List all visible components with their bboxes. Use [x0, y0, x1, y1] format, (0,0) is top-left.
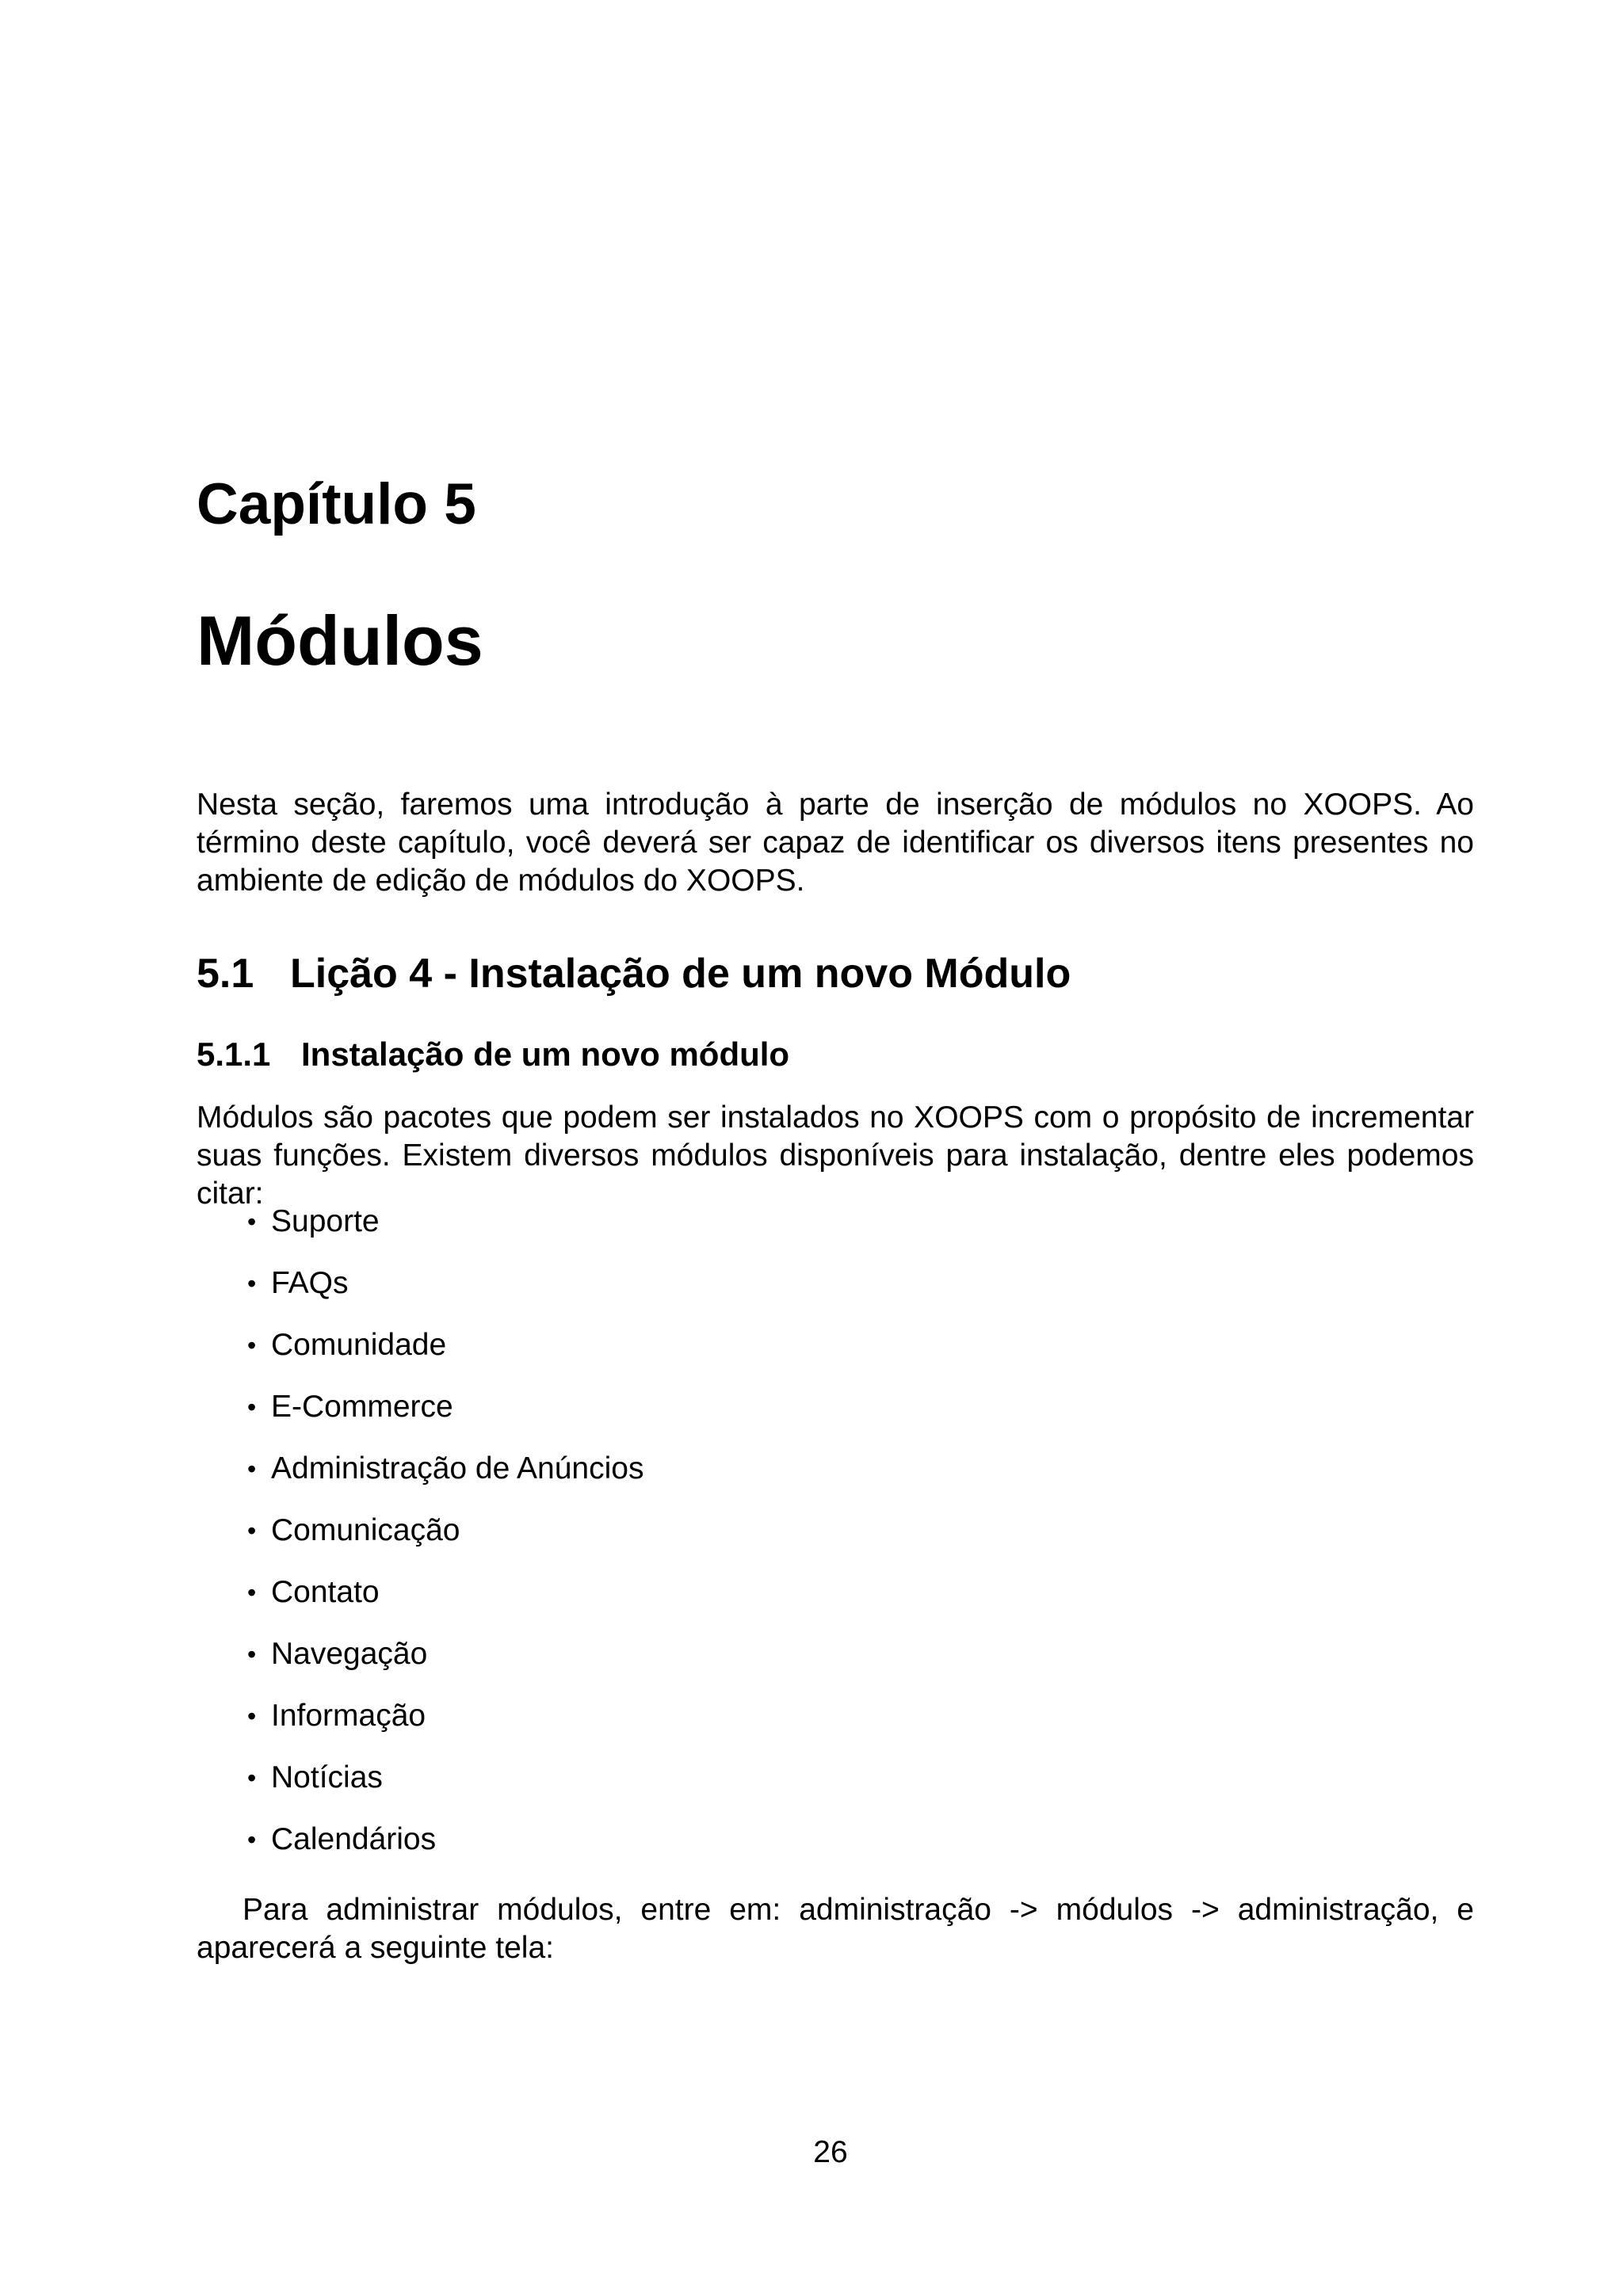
list-item — [197, 1573, 643, 1635]
bullet-icon: • — [247, 1331, 257, 1360]
chapter-title: Módulos — [197, 601, 483, 680]
list-item-label: Calendários — [271, 1822, 437, 1856]
page-number: 26 — [813, 2135, 848, 2169]
modules-list — [197, 1203, 643, 1882]
bullet-icon: • — [247, 1764, 257, 1792]
bullet-icon: • — [247, 1516, 257, 1545]
modules-description-paragraph: Módulos são pacotes que podem ser instalados no XOOPS com o propósito de incrementar suas funções. Existem diversos módulos disponíveis para instalação, dentre eles podemos citar: — [197, 1100, 1474, 1211]
bullet-icon: • — [247, 1640, 257, 1669]
list-item-label: Comunicação — [271, 1513, 460, 1547]
subsection-number: 5.1.1 — [197, 1035, 271, 1073]
bullet-icon: • — [247, 1269, 257, 1298]
list-item — [197, 1635, 643, 1697]
list-item — [197, 1264, 643, 1326]
chapter-label: Capítulo 5 — [197, 472, 476, 536]
list-item — [197, 1759, 643, 1821]
list-item-label: Notícias — [271, 1760, 383, 1794]
list-item-label: Administração de Anúncios — [271, 1451, 644, 1486]
list-item — [197, 1388, 643, 1450]
list-item-label: Suporte — [271, 1204, 380, 1238]
list-item-label: Comunidade — [271, 1328, 447, 1362]
list-item — [197, 1326, 643, 1388]
bullet-icon: • — [247, 1207, 257, 1236]
list-item — [197, 1697, 643, 1759]
list-item-label: Contato — [271, 1575, 380, 1609]
subsection-heading — [197, 1035, 790, 1073]
section-title: Lição 4 - Instalação de um novo Módulo — [290, 951, 1071, 997]
subsection-title: Instalação de um novo módulo — [301, 1035, 790, 1073]
bullet-icon: • — [247, 1702, 257, 1730]
section-number: 5.1 — [197, 951, 254, 997]
list-item — [197, 1821, 643, 1882]
list-item — [197, 1512, 643, 1573]
bullet-icon: • — [247, 1825, 257, 1854]
list-item-label: FAQs — [271, 1266, 349, 1300]
section-heading — [197, 951, 1071, 997]
bullet-icon: • — [247, 1455, 257, 1483]
list-item-label: Informação — [271, 1699, 426, 1733]
bullet-icon: • — [247, 1578, 257, 1607]
list-item-label: E-Commerce — [271, 1390, 453, 1424]
list-item-label: Navegação — [271, 1637, 428, 1671]
list-item — [197, 1203, 643, 1264]
admin-instructions-paragraph: Para administrar módulos, entre em: administração -> módulos -> administração, e aparecerá a seguinte tela: — [197, 1893, 1474, 1965]
intro-paragraph: Nesta seção, faremos uma introdução à parte de inserção de módulos no XOOPS. Ao término deste capítulo, você deverá ser capaz de identificar os diversos itens presentes no ambiente de edição de módulos do XOOPS. — [197, 788, 1474, 898]
bullet-icon: • — [247, 1393, 257, 1421]
list-item — [197, 1450, 643, 1512]
